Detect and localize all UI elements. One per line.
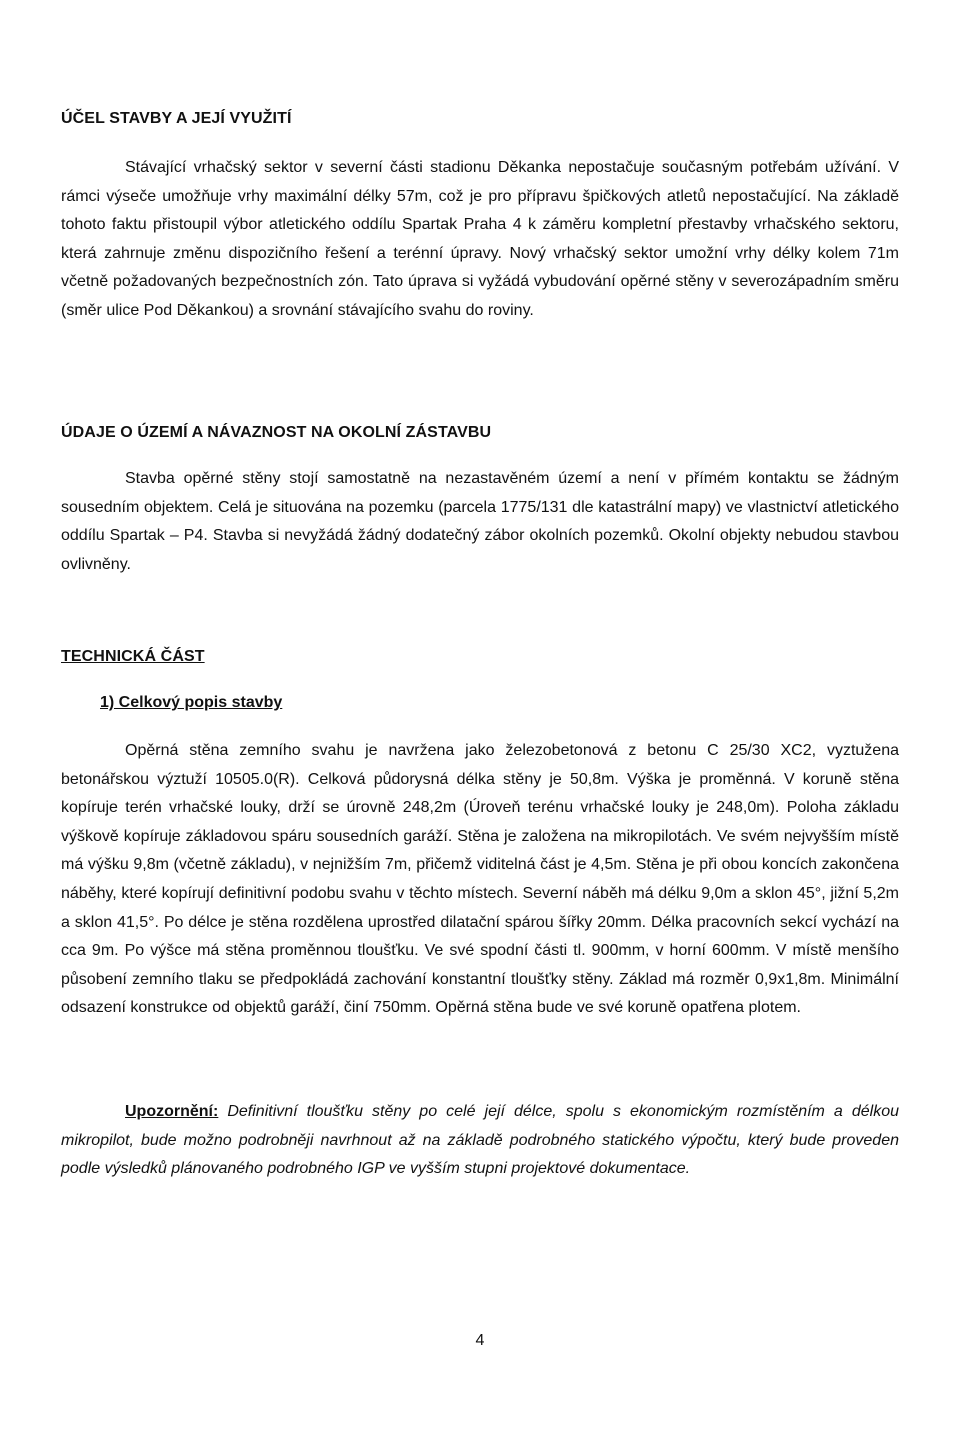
warning-text: Definitivní tloušťku stěny po celé její délce, spolu s ekonomickým rozmístěním a délkou mikropilot, bude možno podrobněji navrhnout až na základě podrobného statického výpočtu, který bude proveden podle výsledků plánovaného podrobného IGP ve vyšším stupni projektové dokumentace. [61, 1103, 899, 1178]
section-heading-territory: ÚDAJE O ÚZEMÍ A NÁVAZNOST NA OKOLNÍ ZÁSTAVBU [61, 424, 492, 441]
page-number: 4 [475, 1332, 485, 1349]
paragraph-territory: Stavba opěrné stěny stojí samostatně na nezastavěném území a není v přímém kontaktu se žádným sousedním objektem. Celá je situována na pozemku (parcela 1775/131 dle katastrální mapy) ve vlastnictví atletického oddílu Spartak – P4. Stavba si nevyžádá žádný dodatečný zábor okolních pozemků. Okolní objekty nebudou stavbou ovlivněny. [61, 470, 899, 573]
subheading-overall-description: 1) Celkový popis stavby [100, 694, 283, 711]
warning-label: Upozornění: [125, 1103, 219, 1120]
warning-note [61, 1098, 899, 1184]
paragraph-purpose: Stávající vrhačský sektor v severní části stadionu Děkanka nepostačuje současným potřebám užívání. V rámci výseče umožňuje vrhy maximální délky 57m, což je pro přípravu špičkových atletů nepostačující. Na základě tohoto faktu přistoupil výbor atletického oddílu Spartak Praha 4 k záměru kompletní přestavby vrhačského sektoru, která zahrnuje změnu dispozičního řešení a terénní úpravy. Nový vrhačský sektor umožní vrhy délky kolem 71m včetně požadovaných bezpečnostních zón. Tato úprava si vyžádá vybudování opěrné stěny v severozápadním směru (směr ulice Pod Děkankou) a srovnání stávajícího svahu do roviny. [61, 159, 899, 319]
section-heading-purpose: ÚČEL STAVBY A JEJÍ VYUŽITÍ [61, 110, 292, 127]
paragraph-technical-description: Opěrná stěna zemního svahu je navržena jako železobetonová z betonu C 25/30 XC2, vyztužena betonářskou výztuží 10505.0(R). Celková půdorysná délka stěny je 50,8m. Výška je proměnná. V koruně stěna kopíruje terén vrhačské louky, drží se úrovně 248,2m (Úroveň terénu vrhačské louky je 248,0m). Poloha základu výškově kopíruje základovou spáru sousedních garáží. Stěna je založena na mikropilotách. Ve svém nejvyšším místě má výšku 9,8m (včetně základu), v nejnižším 7m, přičemž viditelná část je 4,5m. Stěna je při obou koncích zakončena náběhy, které kopírují definitivní podobu svahu v těchto místech. Severní náběh má délku 9,0m a sklon 45°, jižní 5,2m a sklon 41,5°. Po délce je stěna rozdělena uprostřed dilatační spárou šířky 20mm. Délka pracovních sekcí vychází na cca 9m. Po výšce má stěna proměnnou tloušťku. Ve své spodní části tl. 900mm, v horní 600mm. V místě menšího působení zemního tlaku se předpokládá zachování konstantní tloušťky stěny. Základ má rozměr 0,9x1,8m. Minimální odsazení konstrukce od objektů garáží, činí 750mm. Opěrná stěna bude ve své koruně opatřena plotem. [61, 742, 899, 1017]
section-heading-technical: TECHNICKÁ ČÁST [61, 648, 205, 665]
